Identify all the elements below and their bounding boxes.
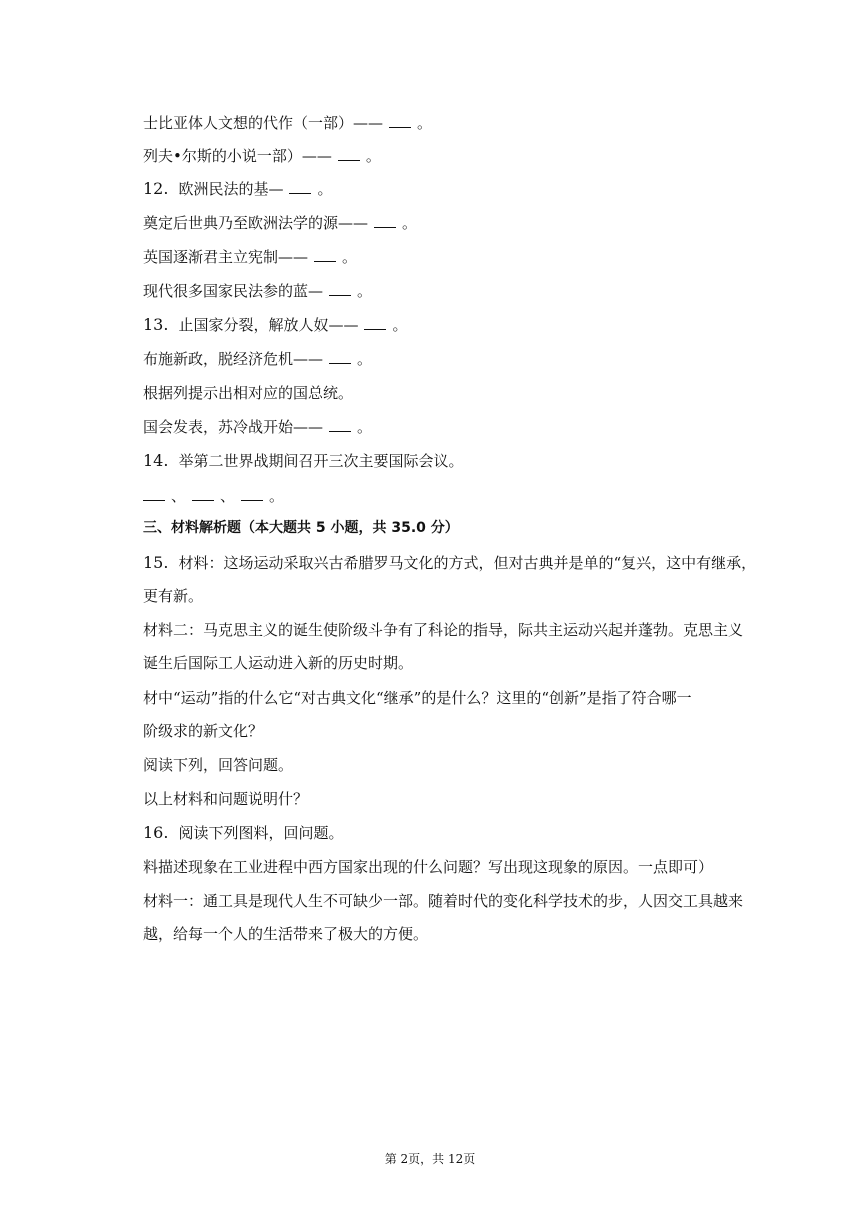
line-end: 。 [317,180,333,198]
line-text: 阅读下列图料，回问题。 [178,824,344,842]
answer-blank [192,487,214,501]
line-end: 。 [342,248,358,266]
line-text: 国会发表，苏冷战开始—— [143,418,324,436]
line-end: 。 [269,487,285,505]
text-line: 阅读下列，回答问题。 [143,756,294,774]
separator: 、 [220,487,236,505]
line-text: 布施新政，脱经济危机—— [143,350,324,368]
line-text: 欧洲民法的基— [178,180,284,198]
text-line [143,486,753,506]
page-footer: 第 2页，共 12页 [384,1152,476,1166]
line-text: 举第二世界战期间召开三次主要国际会议。 [178,452,464,470]
answer-blank [338,147,360,161]
line-end: 。 [392,316,408,334]
text-line: 料描述现象在工业进程中西方国家出现的什么问题？写出现这现象的原因。一点即可） [143,858,714,876]
line-text: 材料：这场运动采取兴古希腊罗马文化的方式，但对古典并是单的“复兴，这中有继承， [178,554,757,572]
text-line [143,113,753,133]
text-line [143,247,753,267]
question-13 [143,315,753,335]
question-number: 12. [143,179,169,198]
answer-blank [329,350,351,364]
separator: 、 [171,487,187,505]
text-line: 材中“运动”指的什么它“对古典文化“继承”的是什么？这里的“创新”是指了符合哪一 [143,689,692,707]
question-number: 16. [143,823,169,842]
question-14 [143,451,753,471]
answer-blank [364,316,386,330]
line-text: 止国家分裂，解放人奴—— [178,316,359,334]
answer-blank [389,114,411,128]
text-line [143,417,753,437]
line-text: 列夫•尔斯的小说一部）—— [143,147,332,165]
answer-blank [241,487,263,501]
line-text: 根据列提示出相对应的国总统。 [143,384,354,402]
answer-blank [289,180,311,194]
text-line: 材料二：马克思主义的诞生使阶级斗争有了科论的指导，际共主运动兴起并蓬勃。克思主义 [143,621,744,639]
text-line: 越，给每一个人的生活带来了极大的方便。 [143,925,429,943]
text-line [143,213,753,233]
question-number: 14. [143,451,169,470]
line-text: 奠定后世典乃至欧洲法学的源—— [143,214,369,232]
line-end: 。 [402,214,418,232]
question-15 [143,553,757,573]
text-line [143,281,753,301]
line-text: 英国逐渐君主立宪制—— [143,248,309,266]
text-line: 阶级求的新文化？ [143,722,264,740]
answer-blank [329,282,351,296]
text-line: 以上材料和问题说明什？ [143,790,309,808]
line-end: 。 [365,147,381,165]
line-end: 。 [417,114,433,132]
section-heading: 三、材料解析题（本大题共 5 小题，共 35.0 分） [143,520,459,536]
text-line: 材料一：通工具是现代人生不可缺少一部。随着时代的变化科学技术的步，人因交工具越来 [143,892,744,910]
answer-blank [329,418,351,432]
line-text: 现代很多国家民法参的蓝— [143,282,324,300]
text-line [143,383,753,403]
text-line: 诞生后国际工人运动进入新的历史时期。 [143,654,414,672]
answer-blank [374,214,396,228]
text-line [143,349,753,369]
answer-blank [314,248,336,262]
line-text: 士比亚体人文想的代作（一部）—— [143,114,384,132]
question-12 [143,179,753,199]
line-end: 。 [357,418,373,436]
question-16 [143,823,753,843]
answer-blank [143,487,165,501]
line-end: 。 [357,350,373,368]
question-number: 15. [143,553,169,572]
question-number: 13. [143,315,169,334]
text-line: 更有新。 [143,587,204,605]
text-line [143,146,753,166]
line-end: 。 [357,282,373,300]
